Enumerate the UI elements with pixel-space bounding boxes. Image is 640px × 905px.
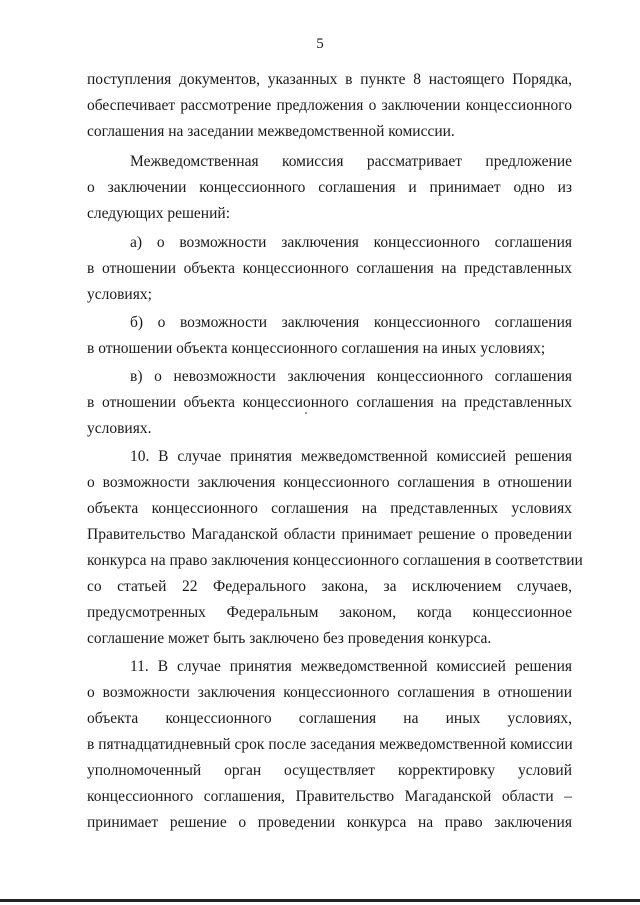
text-line: б) о возможности заключения концессионного соглашения xyxy=(130,314,572,331)
text-line: 10. В случае принятия межведомственной комиссией решения xyxy=(130,448,572,465)
text-line: соглашение может быть заключено без проведения конкурса. xyxy=(87,630,492,647)
text-line: о возможности заключения концессионного соглашения в отношении xyxy=(87,684,572,701)
text-line: поступления документов, указанных в пункте 8 настоящего Порядка, xyxy=(87,71,572,88)
text-line: предусмотренных Федеральным законом, когда концессионное xyxy=(87,604,572,621)
text-line: о заключении концессионного соглашения и принимает одно из xyxy=(87,179,572,196)
text-line: объекта концессионного соглашения на представленных условиях xyxy=(87,500,572,517)
text-line: соглашения на заседании межведомственной комиссии. xyxy=(87,123,455,140)
page-number: 5 xyxy=(316,36,324,52)
text-line: Межведомственная комиссия рассматривает предложение xyxy=(130,153,572,170)
text-line: концессионного соглашения, Правительство Магаданской области – xyxy=(87,788,572,805)
text-line: со статьей 22 Федерального закона, за исключением случаев, xyxy=(87,578,572,595)
scan-bottom-edge xyxy=(0,899,640,902)
text-line: в отношении объекта концессионного соглашения на представленных xyxy=(87,394,572,411)
text-line: конкурса на право заключения концессионного соглашения в соответствии xyxy=(87,552,583,569)
text-line: следующих решений: xyxy=(87,205,230,222)
text-line: уполномоченный орган осуществляет корректировку условий xyxy=(87,762,572,779)
text-line: обеспечивает рассмотрение предложения о заключении концессионного xyxy=(87,97,572,114)
text-line: в отношении объекта концессионного соглашения на представленных xyxy=(87,260,572,277)
text-line: 11. В случае принятия межведомственной комиссией решения xyxy=(130,658,572,675)
scan-speck xyxy=(305,412,307,414)
text-line: Правительство Магаданской области принимает решение о проведении xyxy=(87,526,572,543)
text-line: условиях; xyxy=(87,286,152,303)
text-line: объекта концессионного соглашения на иных условиях, xyxy=(87,710,572,727)
text-line: о возможности заключения концессионного соглашения в отношении xyxy=(87,474,572,491)
text-line: в) о невозможности заключения концессионного соглашения xyxy=(130,368,572,385)
text-line: условиях. xyxy=(87,420,152,437)
text-line: принимает решение о проведении конкурса на право заключения xyxy=(87,814,572,831)
text-line: а) о возможности заключения концессионного соглашения xyxy=(130,234,572,251)
text-line: в пятнадцатидневный срок после заседания межведомственной комиссии xyxy=(87,736,573,753)
text-line: в отношении объекта концессионного соглашения на иных условиях; xyxy=(87,340,546,357)
